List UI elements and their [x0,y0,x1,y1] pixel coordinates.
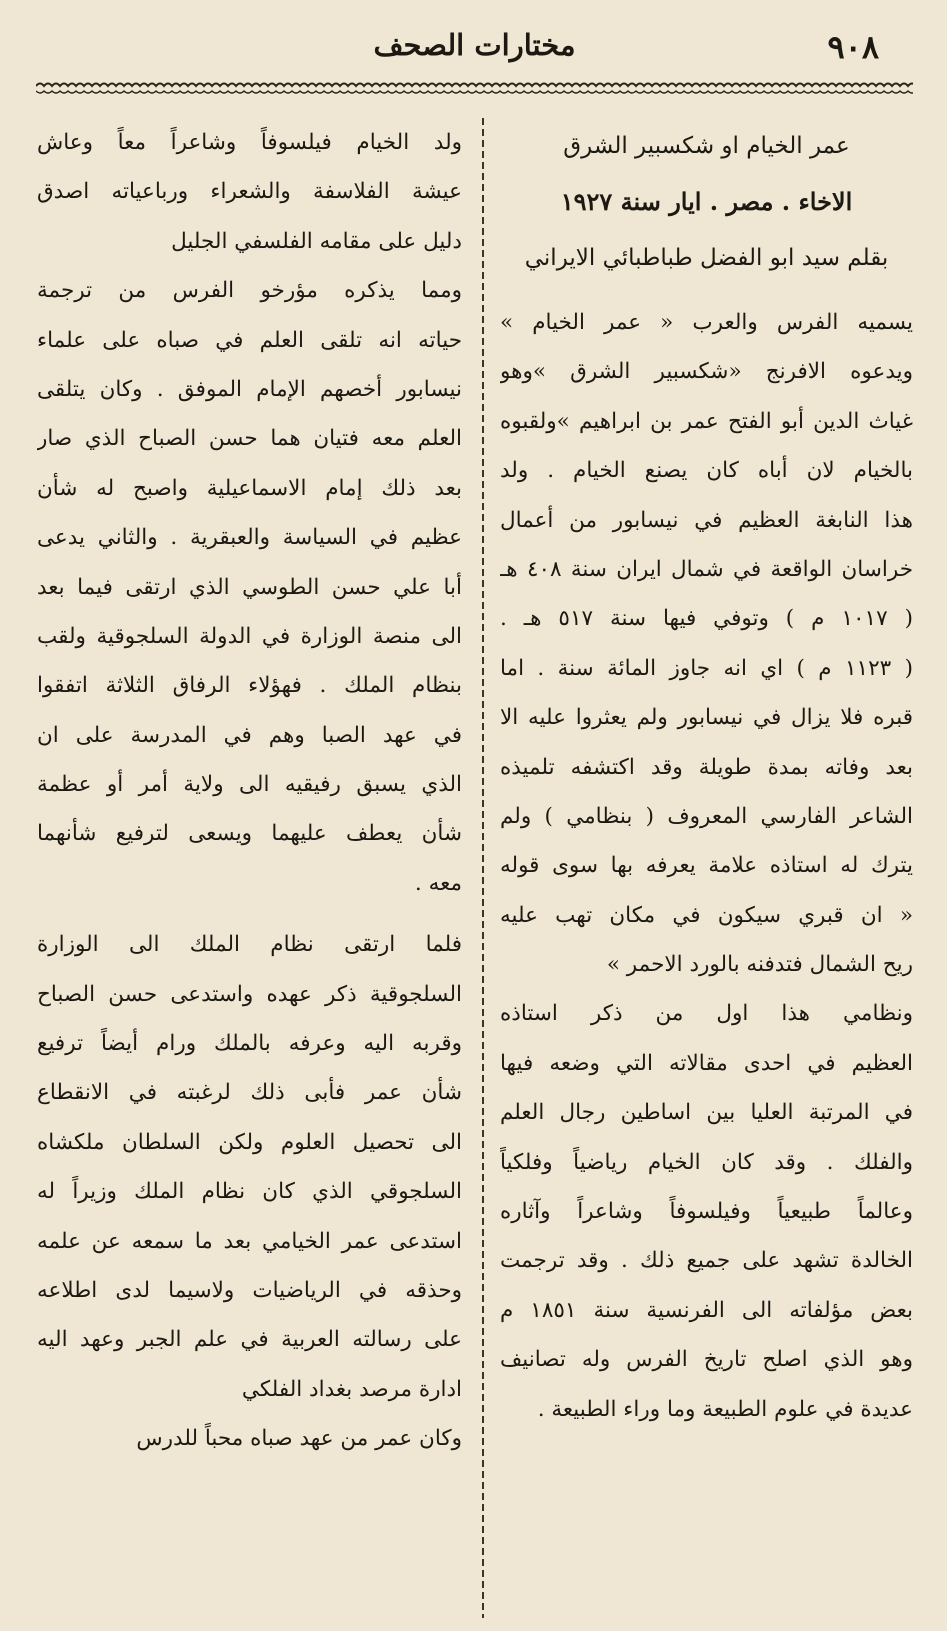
text-line: ويدعوه الافرنج «شكسبير الشرق »وهو [500,359,913,385]
text-line: السلجوقية ذكر عهده واستدعى حسن الصباح [37,981,462,1007]
text-line: أبا علي حسن الطوسي الذي ارتقى فيما بعد [37,574,462,600]
text-line: وحذقه في الرياضيات ولاسيما لدى اطلاعه [37,1277,462,1303]
text-line: بعد وفاته بمدة طويلة وقد اكتشفه تلميذه [500,754,913,780]
text-line: فلما ارتقى نظام الملك الى الوزارة [37,932,462,958]
text-line: العظيم في احدى مقالاته التي وضعه فيها [500,1050,913,1076]
paragraph-gap [500,286,913,298]
page-header [36,18,913,68]
text-line: ( ١٠١٧ م ) وتوفي فيها سنة ٥١٧ هـ . [500,606,913,632]
text-line: دليل على مقامه الفلسفي الجليل [171,228,462,254]
text-line: السلجوقي الذي كان نظام الملك وزيراً له [37,1179,462,1205]
text-line: ونظامي هذا اول من ذكر استاذه [500,1001,913,1027]
text-line: يسميه الفرس والعرب « عمر الخيام » [500,310,913,335]
article-columns [36,118,913,1618]
text-line: وكان عمر من عهد صباه محباً للدرس [136,1426,462,1452]
text-line: هذا النابغة العظيم في نيسابور من أعمال [500,507,913,533]
left-column-text [37,118,462,1464]
text-line: وقربه اليه وعرفه بالملك ورام أيضاً ترفيع [37,1031,462,1057]
text-line: عيشة الفلاسفة والشعراء ورباعياته اصدق [37,179,462,205]
column-divider [482,118,484,1618]
text-line: والفلك . وقد كان الخيام رياضياً وفلكياً [500,1149,913,1175]
text-line: عديدة في علوم الطبيعة وما وراء الطبيعة . [537,1396,913,1422]
text-line: ومما يذكره مؤرخو الفرس من ترجمة [37,278,462,304]
page-number: ٩٠٨ [827,28,879,66]
text-line: معه . [414,870,462,896]
text-line: بعد ذلك إمام الاسماعيلية واصبح له شأن [37,475,462,501]
text-line: قبره فلا يزال في نيسابور ولم يعثروا عليه الا [500,705,913,731]
text-line: عظيم في السياسة والعبقرية . والثاني يدعى [37,525,462,551]
text-line: حياته انه تلقى العلم في صباه على علماء [37,327,462,353]
article-source: الاخاء . مصر . ايار سنة ١٩٢٧ [560,187,853,216]
text-line: العلم معه فتيان هما حسن الصباح الذي صار [37,426,462,452]
text-line: خراسان الواقعة في شمال ايران سنة ٤٠٨ هـ [500,556,913,582]
text-line: بعض مؤلفاته الى الفرنسية سنة ١٨٥١ م [500,1297,913,1323]
text-line: الشاعر الفارسي المعروف ( بنظامي ) ولم [500,803,913,829]
text-line: الذي يسبق رفيقيه الى ولاية أمر أو عظمة [37,772,462,798]
article-title: عمر الخيام او شكسبير الشرق [563,133,850,159]
paragraph-gap [37,908,462,920]
text-line: في عهد الصبا وهم في المدرسة على ان [37,722,462,748]
text-line: شأن يعطف عليهما ويسعى لترفيع شأنهما [37,821,462,847]
text-line: يترك له استاذه علامة يعرفه بها سوى قوله [500,853,913,879]
text-line: « ان قبري سيكون في مكان تهب عليه [500,902,913,928]
text-line: غياث الدين أبو الفتح عمر بن ابراهيم »ولقبوه [500,408,913,434]
right-column [488,118,913,1618]
text-line: وعالماً طبيعياً وفيلسوفاً وشاعراً وآثاره [500,1199,913,1225]
text-line: نيسابور أخصهم الإمام الموفق . وكان يتلقى [37,376,462,402]
text-line: على رسالته العربية في علم الجبر وعهد اليه [37,1327,462,1353]
text-line: ولد الخيام فيلسوفاً وشاعراً معاً وعاش [37,130,462,155]
article-byline: بقلم سيد ابو الفضل طباطبائي الايراني [524,245,889,271]
wavy-rule [36,80,913,96]
text-line: الخالدة تشهد على جميع ذلك . وقد ترجمت [500,1248,913,1274]
text-line: الى تحصيل العلوم ولكن السلطان ملكشاه [37,1129,462,1155]
right-column-text [500,286,913,1434]
text-line: ريح الشمال فتدفنه بالورد الاحمر » [606,952,913,978]
text-line: ادارة مرصد بغداد الفلكي [241,1376,462,1402]
left-column [37,118,478,1618]
wavy-rule-icon [36,80,913,96]
text-line: ( ١١٢٣ م ) اي انه جاوز المائة سنة . اما [500,655,913,681]
text-line: استدعى عمر الخيامي بعد ما سمعه عن علمه [37,1228,462,1254]
text-line: في المرتبة العليا بين اساطين رجال العلم [500,1100,913,1126]
text-line: شأن عمر فأبى ذلك لرغبته في الانقطاع [37,1080,462,1106]
text-line: وهو الذي اصلح تاريخ الفرس وله تصانيف [500,1347,913,1373]
running-title: مختارات الصحف [373,28,576,62]
text-line: بنظام الملك . فهؤلاء الرفاق الثلاثة اتفقوا [37,673,462,699]
text-line: الى منصة الوزارة في الدولة السلجوقية ولقب [37,623,462,649]
text-line: بالخيام لان أباه كان يصنع الخيام . ولد [500,458,913,484]
